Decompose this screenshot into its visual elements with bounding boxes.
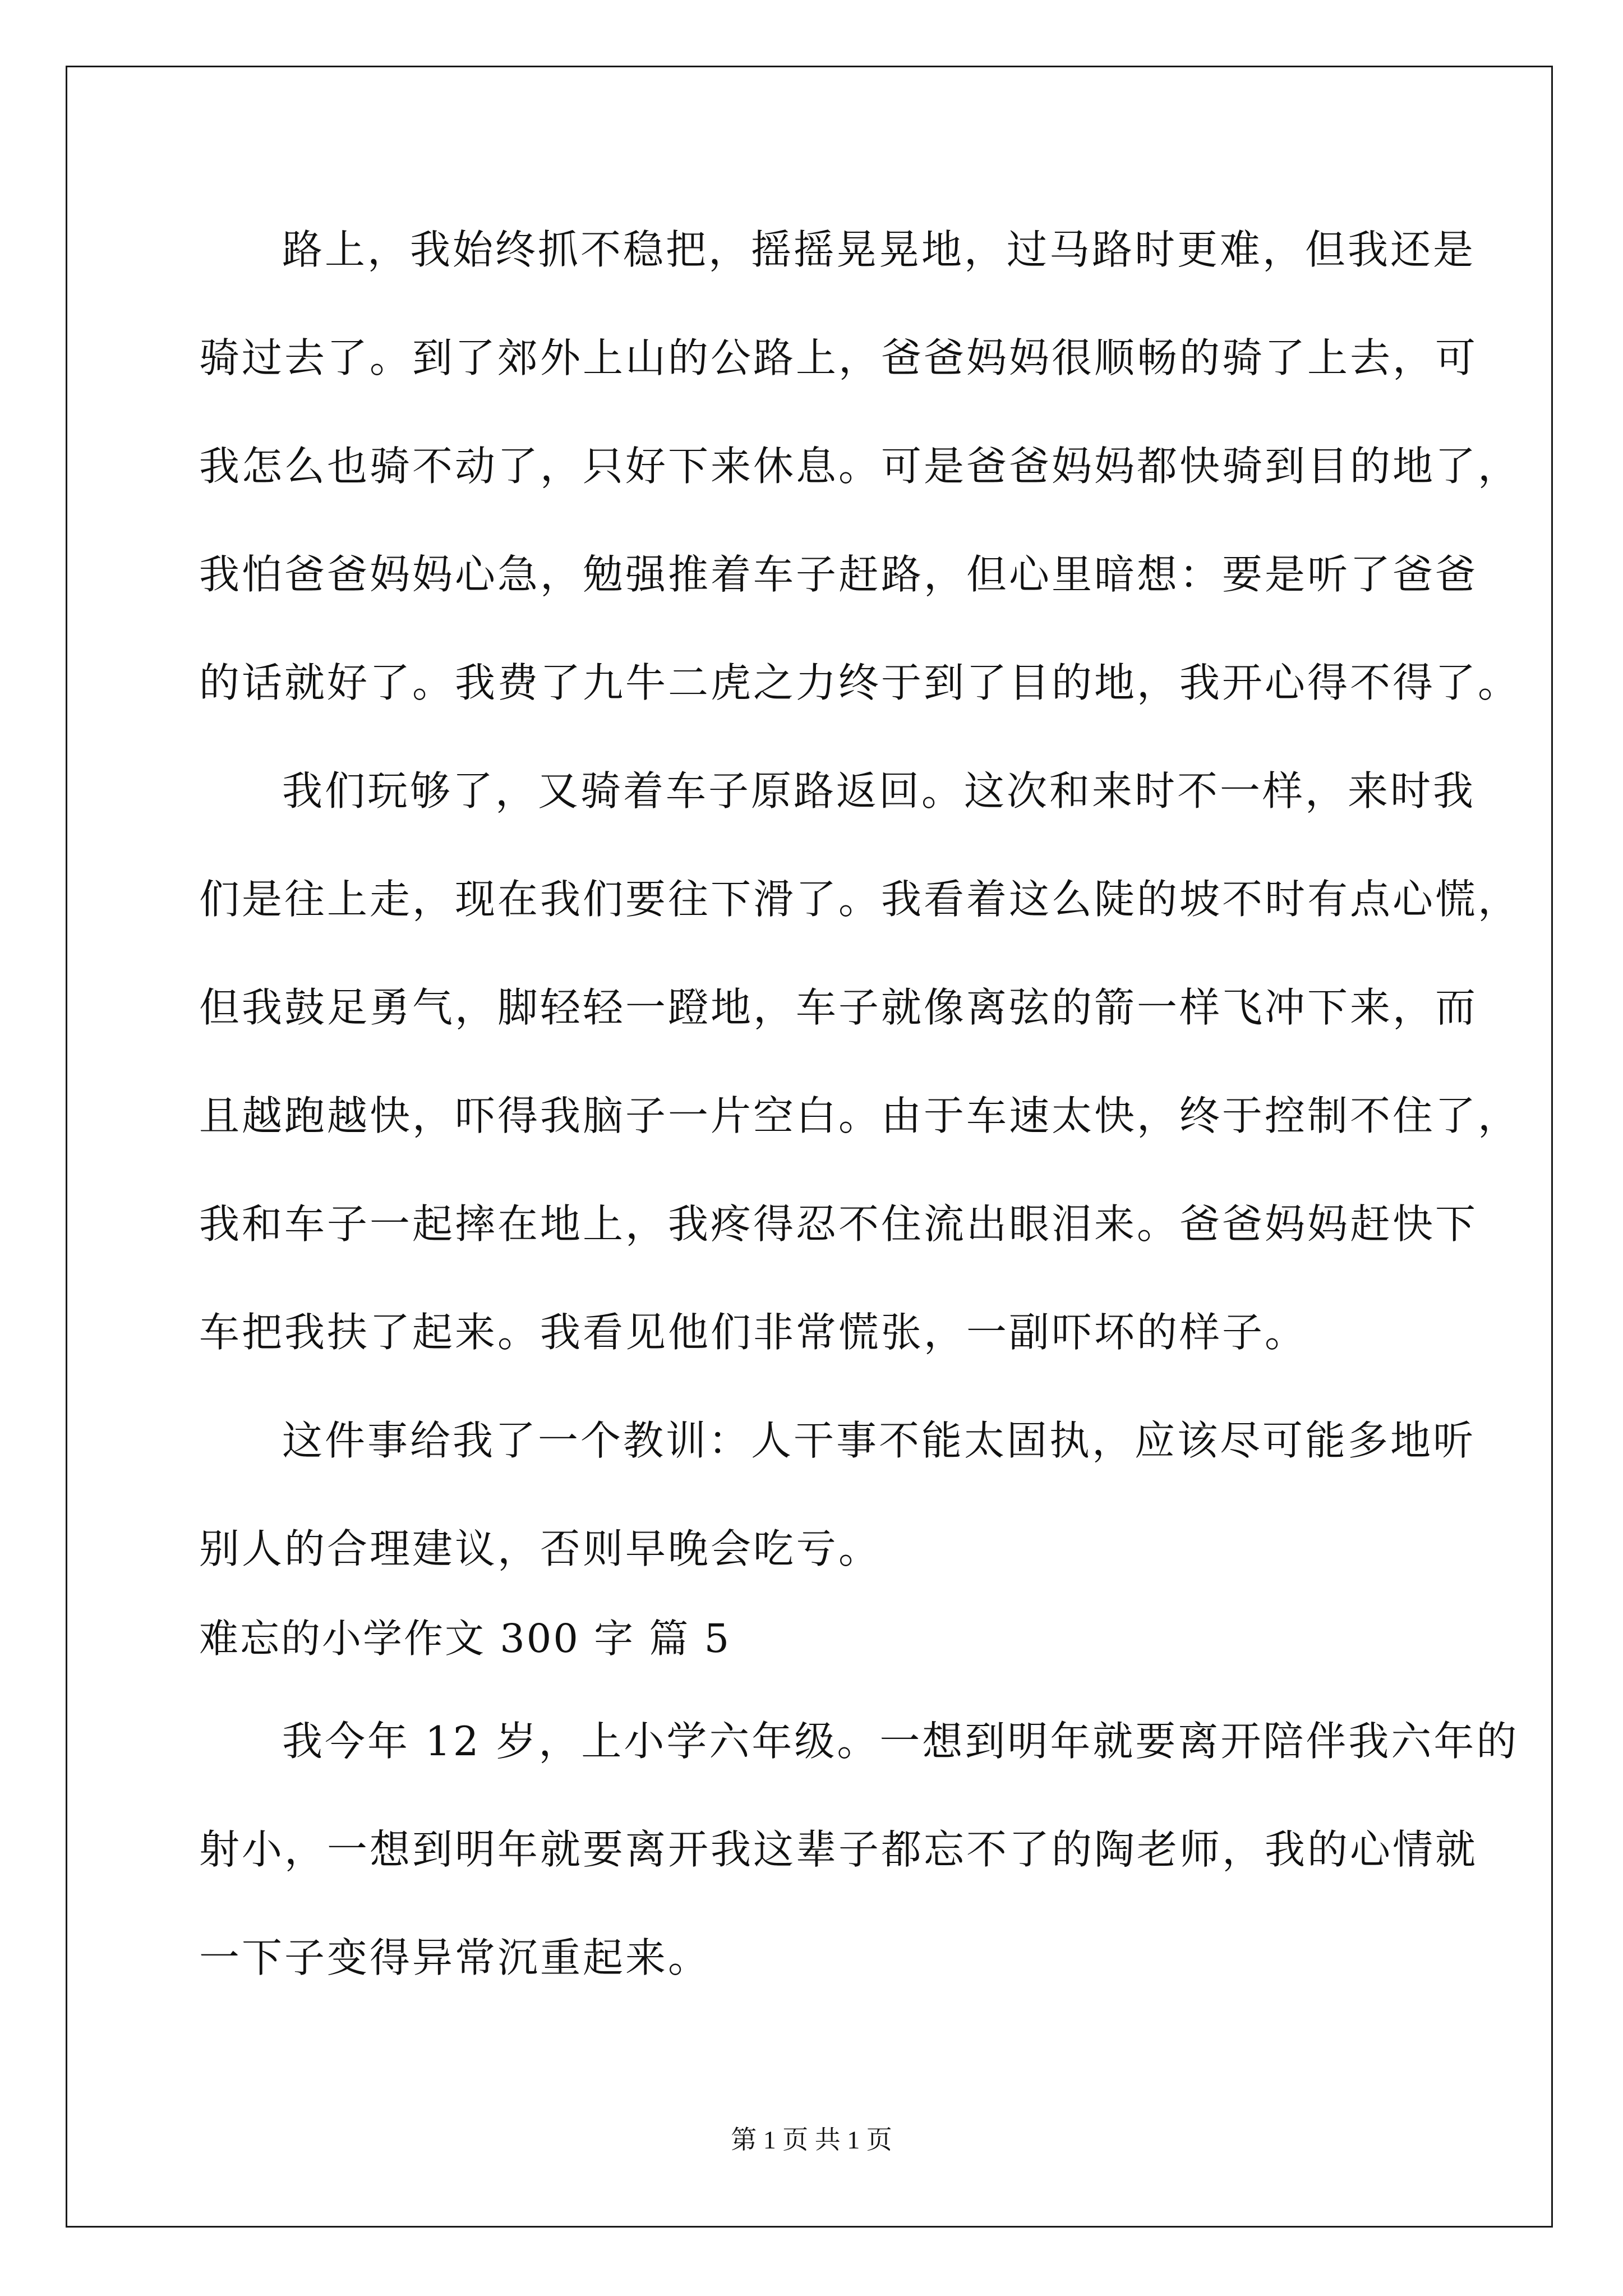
paragraph-1-line-5: 的话就好了。我费了九牛二虎之力终于到了目的地，我开心得不得了。 xyxy=(199,659,1521,706)
paragraph-2-line-6: 车把我扶了起来。我看见他们非常慌张，一副吓坏的样子。 xyxy=(199,1309,1308,1356)
paragraph-4-line-2: 射小，一想到明年就要离开我这辈子都忘不了的陶老师，我的心情就 xyxy=(199,1826,1478,1873)
paragraph-2-line-4: 且越跑越快，吓得我脑子一片空白。由于车速太快，终于控制不住了， xyxy=(199,1092,1521,1139)
paragraph-2-line-1: 我们玩够了，又骑着车子原路返回。这次和来时不一样，来时我 xyxy=(282,767,1476,815)
paragraph-4-line-3: 一下子变得异常沉重起来。 xyxy=(199,1934,711,1981)
paragraph-2-line-5: 我和车子一起摔在地上，我疼得忍不住流出眼泪来。爸爸妈妈赶快下 xyxy=(199,1200,1478,1248)
paragraph-4-line-1: 我今年 12 岁，上小学六年级。一想到明年就要离开陪伴我六年的 xyxy=(282,1718,1519,1765)
paragraph-2-line-2: 们是往上走，现在我们要往下滑了。我看着这么陡的坡不时有点心慌， xyxy=(199,876,1521,923)
paragraph-2-line-3: 但我鼓足勇气，脚轻轻一蹬地，车子就像离弦的箭一样飞冲下来，而 xyxy=(199,984,1478,1031)
section-heading: 难忘的小学作文 300 字 篇 5 xyxy=(199,1616,731,1662)
paragraph-3-line-1: 这件事给我了一个教训：人干事不能太固执，应该尽可能多地听 xyxy=(282,1417,1476,1464)
paragraph-3-line-2: 别人的合理建议，否则早晚会吃亏。 xyxy=(199,1525,882,1572)
page-number-footer: 第 1 页 共 1 页 xyxy=(731,2125,892,2154)
paragraph-1-line-1: 路上，我始终抓不稳把，摇摇晃晃地，过马路时更难，但我还是 xyxy=(282,226,1476,273)
page-border xyxy=(66,66,1553,2228)
paragraph-1-line-3: 我怎么也骑不动了，只好下来休息。可是爸爸妈妈都快骑到目的地了， xyxy=(199,443,1521,490)
paragraph-1-line-4: 我怕爸爸妈妈心急，勉强推着车子赶路，但心里暗想：要是听了爸爸 xyxy=(199,551,1478,598)
paragraph-1-line-2: 骑过去了。到了郊外上山的公路上，爸爸妈妈很顺畅的骑了上去，可 xyxy=(199,334,1478,381)
